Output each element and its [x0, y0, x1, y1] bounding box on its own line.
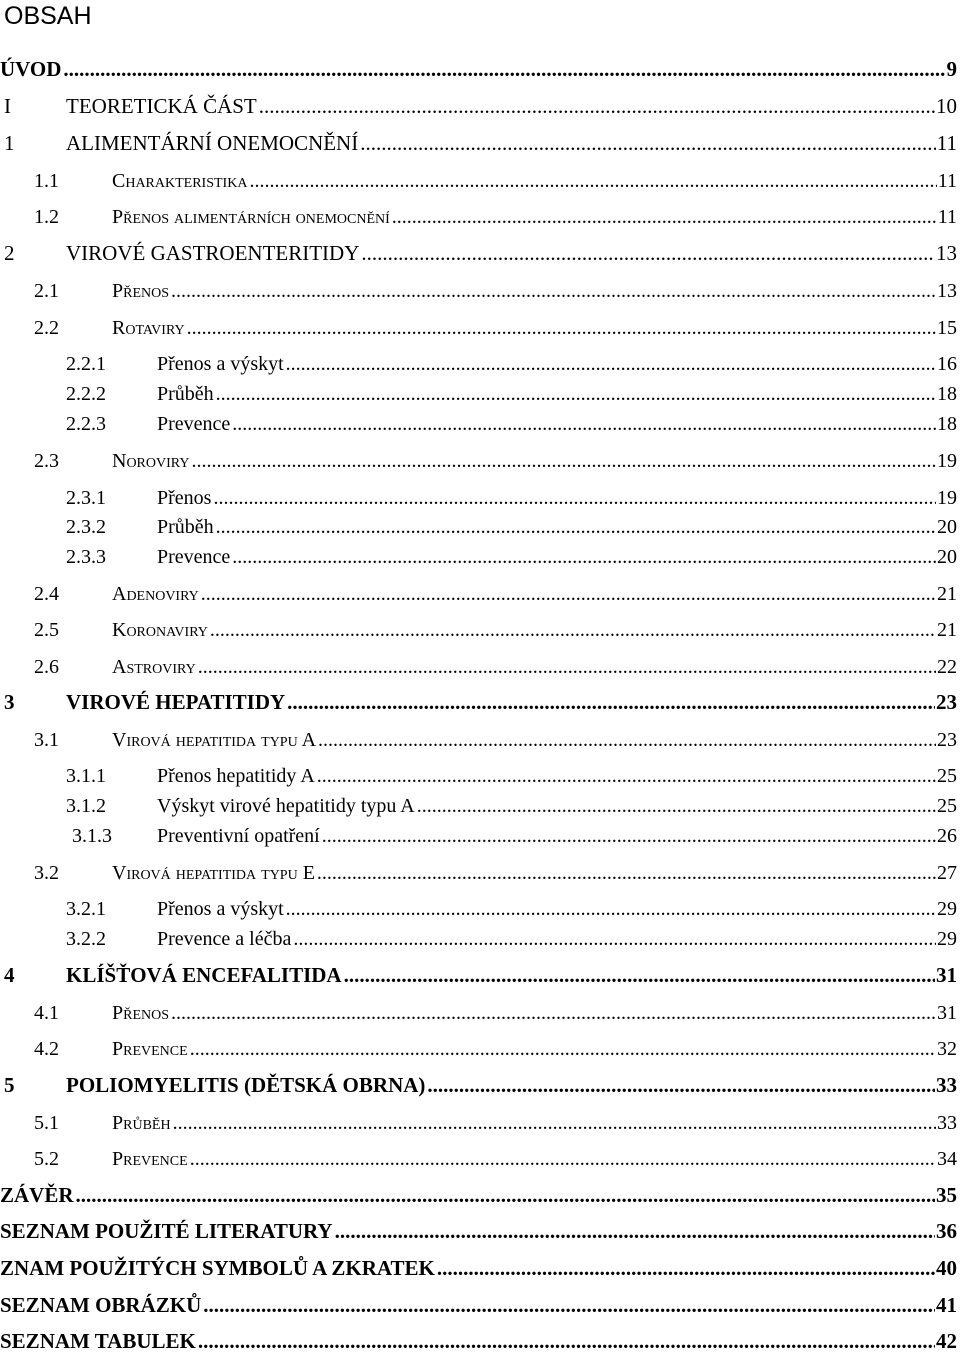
toc-entry-title: KLÍŠŤOVÁ ENCEFALITIDA	[66, 963, 342, 987]
toc-entry[interactable]	[0, 310, 957, 340]
toc-entry-page: 23	[936, 690, 957, 714]
toc-entry-number: 3	[4, 690, 15, 714]
toc-entry-number: 2.3.1	[66, 487, 106, 509]
toc-entry-title: ÚVOD	[0, 57, 62, 81]
toc-entry-number: 2.6	[34, 656, 59, 678]
toc-entry-number: 4	[4, 963, 15, 987]
toc-entry-number: 3.2.1	[66, 898, 106, 920]
toc-entry-title: Přenos	[112, 1002, 170, 1024]
toc-dot-leader	[322, 824, 936, 848]
toc-entry-title: Přenos	[112, 280, 170, 302]
toc-entry-page: 31	[937, 1002, 957, 1024]
toc-entry-page: 11	[937, 170, 957, 192]
toc-entry[interactable]	[0, 788, 957, 818]
toc-entry-title: Výskyt virové hepatitidy typu A	[157, 795, 415, 817]
toc-entry-page: 21	[937, 583, 957, 605]
toc-entry[interactable]	[0, 273, 957, 303]
toc-dot-leader	[232, 545, 936, 569]
toc-entry[interactable]	[0, 818, 957, 848]
toc-entry-number: 3.2.2	[66, 928, 106, 950]
toc-dot-leader	[213, 486, 936, 510]
toc-dot-leader	[190, 1037, 936, 1061]
toc-dot-leader	[286, 897, 936, 921]
toc-entry-number: 1.1	[34, 170, 59, 192]
toc-entry-page: 32	[937, 1038, 957, 1060]
toc-entry-title: Rotaviry	[112, 317, 185, 339]
toc-dot-leader	[171, 279, 936, 303]
toc-entry-title: VIROVÉ HEPATITIDY	[66, 690, 286, 714]
toc-entry[interactable]	[0, 1068, 957, 1098]
toc-entry[interactable]	[0, 1214, 957, 1244]
toc-entry-title: VIROVÉ GASTROENTERITIDY	[66, 241, 360, 265]
toc-entry-page: 20	[937, 546, 957, 568]
toc-entry-page: 36	[936, 1219, 957, 1243]
toc-entry-number: 2.2.1	[66, 353, 106, 375]
toc-entry-page: 33	[937, 1112, 957, 1134]
toc-entry[interactable]	[0, 685, 957, 715]
toc-entry-title: Přenos hepatitidy A	[157, 765, 315, 787]
toc-entry-page: 18	[937, 383, 957, 405]
toc-entry-title: ZNAM POUŽITÝCH SYMBOLŮ A ZKRATEK	[0, 1256, 435, 1280]
toc-entry-number: 3.1	[34, 729, 59, 751]
toc-entry-number: 2	[4, 241, 15, 265]
toc-dot-leader	[249, 169, 936, 193]
toc-entry[interactable]	[0, 758, 957, 788]
toc-entry[interactable]	[0, 406, 957, 436]
toc-entry-page: 19	[937, 487, 957, 509]
toc-dot-leader	[190, 1147, 936, 1171]
toc-entry[interactable]	[0, 1288, 957, 1318]
toc-dot-leader	[287, 689, 935, 715]
toc-entry-number: 4.2	[34, 1038, 59, 1060]
toc-entry[interactable]	[0, 1178, 957, 1208]
page-title: OBSAH	[4, 2, 92, 30]
toc-entry-page: 16	[937, 353, 957, 375]
toc-entry-title: Průběh	[112, 1112, 171, 1134]
toc-dot-leader	[318, 728, 936, 752]
toc-entry-page: 29	[937, 898, 957, 920]
toc-entry[interactable]	[0, 995, 957, 1025]
toc-dot-leader	[76, 1182, 935, 1208]
toc-entry-title: Virová hepatitida typu E	[112, 862, 315, 884]
toc-entry[interactable]	[0, 199, 957, 229]
toc-entry[interactable]	[0, 89, 957, 119]
toc-entry[interactable]	[0, 480, 957, 510]
toc-entry-page: 10	[936, 94, 957, 118]
toc-dot-leader	[259, 93, 935, 119]
toc-dot-leader	[203, 1292, 935, 1318]
toc-entry-page: 31	[936, 963, 957, 987]
toc-dot-leader	[201, 582, 936, 606]
toc-entry-page: 35	[936, 1183, 957, 1207]
toc-entry-number: 1	[4, 131, 15, 155]
toc-entry-title: ALIMENTÁRNÍ ONEMOCNĚNÍ	[66, 131, 359, 155]
toc-entry-page: 9	[946, 57, 957, 81]
toc-entry-title: Prevence	[112, 1148, 188, 1170]
toc-entry-number: 2.3.3	[66, 546, 106, 568]
toc-entry-number: 2.1	[34, 280, 59, 302]
toc-dot-leader	[317, 764, 936, 788]
toc-dot-leader	[198, 1328, 935, 1354]
toc-dot-leader	[427, 1072, 935, 1098]
toc-entry-title: Přenos alimentárních onemocnění	[112, 206, 390, 228]
toc-entry-page: 25	[937, 795, 957, 817]
toc-entry-number: 3.1.2	[66, 795, 106, 817]
toc-entry[interactable]	[0, 612, 957, 642]
toc-dot-leader	[198, 655, 936, 679]
toc-dot-leader	[171, 1001, 936, 1025]
toc-entry[interactable]	[0, 163, 957, 193]
toc-entry[interactable]	[0, 1141, 957, 1171]
toc-entry-page: 23	[937, 729, 957, 751]
toc-entry-page: 40	[936, 1256, 957, 1280]
toc-dot-leader	[187, 316, 936, 340]
toc-entry-number: 2.3.2	[66, 516, 106, 538]
toc-entry[interactable]	[0, 891, 957, 921]
toc-entry-title: SEZNAM TABULEK	[0, 1329, 196, 1353]
toc-entry[interactable]	[0, 722, 957, 752]
toc-entry-page: 19	[937, 450, 957, 472]
toc-dot-leader	[210, 618, 936, 642]
toc-entry[interactable]	[0, 855, 957, 885]
toc-dot-leader	[360, 130, 936, 156]
toc-entry[interactable]	[0, 539, 957, 569]
toc-entry-page: 21	[937, 619, 957, 641]
toc-entry-title: POLIOMYELITIS (DĚTSKÁ OBRNA)	[66, 1073, 426, 1097]
toc-dot-leader	[335, 1218, 935, 1244]
toc-entry-page: 13	[936, 241, 957, 265]
toc-dot-leader	[392, 205, 937, 229]
toc-entry[interactable]	[0, 921, 957, 951]
toc-dot-leader	[417, 794, 936, 818]
toc-dot-leader	[191, 449, 936, 473]
toc-entry[interactable]	[0, 443, 957, 473]
toc-entry-page: 15	[937, 317, 957, 339]
toc-entry-title: SEZNAM POUŽITÉ LITERATURY	[0, 1219, 333, 1243]
toc-entry-title: TEORETICKÁ ČÁST	[66, 94, 257, 118]
toc-entry-number: 3.2	[34, 862, 59, 884]
toc-entry[interactable]	[0, 509, 957, 539]
toc-entry-page: 34	[937, 1148, 957, 1170]
toc-entry-page: 42	[936, 1329, 957, 1353]
toc-entry-number: 5.1	[34, 1112, 59, 1134]
toc-entry-title: Noroviry	[112, 450, 190, 472]
toc-entry-number: 1.2	[34, 206, 59, 228]
toc-entry[interactable]	[0, 576, 957, 606]
toc-entry-page: 18	[937, 413, 957, 435]
toc-entry-number: 3.1.3	[72, 825, 112, 847]
toc-dot-leader	[232, 412, 936, 436]
toc-entry-number: 2.5	[34, 619, 59, 641]
toc-entry-title: Astroviry	[112, 656, 196, 678]
toc-entry-title: Přenos a výskyt	[157, 353, 284, 375]
toc-entry-page: 33	[936, 1073, 957, 1097]
toc-entry-title: Průběh	[157, 516, 214, 538]
toc-dot-leader	[216, 515, 936, 539]
toc-dot-leader	[63, 56, 945, 82]
toc-entry-number: 2.2	[34, 317, 59, 339]
toc-entry-title: Prevence	[157, 413, 231, 435]
toc-entry-page: 11	[936, 131, 957, 155]
toc-entry-number: 4.1	[34, 1002, 59, 1024]
toc-entry[interactable]	[0, 649, 957, 679]
toc-entry-number: 2.3	[34, 450, 59, 472]
toc-entry[interactable]	[0, 958, 957, 988]
toc-entry[interactable]	[0, 1324, 957, 1354]
toc-entry[interactable]	[0, 1031, 957, 1061]
toc-entry-page: 29	[937, 928, 957, 950]
toc-dot-leader	[361, 240, 935, 266]
toc-entry-page: 11	[937, 206, 957, 228]
toc-entry[interactable]	[0, 52, 957, 82]
toc-entry[interactable]	[0, 1251, 957, 1281]
toc-entry-title: Virová hepatitida typu A	[112, 729, 317, 751]
toc-entry-page: 26	[937, 825, 957, 847]
toc-entry-title: Adenoviry	[112, 583, 199, 605]
toc-entry-page: 25	[937, 765, 957, 787]
toc-entry-number: 5.2	[34, 1148, 59, 1170]
toc-entry[interactable]	[0, 236, 957, 266]
toc-entry-number: 2.2.3	[66, 413, 106, 435]
toc-entry-title: SEZNAM OBRÁZKŮ	[0, 1293, 202, 1317]
toc-entry-page: 20	[937, 516, 957, 538]
toc-dot-leader	[286, 352, 936, 376]
toc-entry[interactable]	[0, 126, 957, 156]
toc-dot-leader	[344, 962, 935, 988]
toc-entry[interactable]	[0, 346, 957, 376]
toc-entry-page: 41	[936, 1293, 957, 1317]
toc-dot-leader	[216, 382, 936, 406]
toc-entry-number: 2.4	[34, 583, 59, 605]
toc-entry-number: I	[4, 94, 11, 118]
toc-entry-title: Koronaviry	[112, 619, 208, 641]
toc-entry-number: 3.1.1	[66, 765, 106, 787]
toc-dot-leader	[293, 927, 936, 951]
toc-entry-title: Přenos a výskyt	[157, 898, 284, 920]
toc-entry-title: Průběh	[157, 383, 214, 405]
toc-dot-leader	[317, 861, 936, 885]
toc-entry-page: 27	[937, 862, 957, 884]
toc-entry-title: Charakteristika	[112, 170, 248, 192]
toc-entry-title: Přenos	[157, 487, 212, 509]
toc-entry[interactable]	[0, 1105, 957, 1135]
toc-entry-page: 13	[937, 280, 957, 302]
toc-entry-number: 2.2.2	[66, 383, 106, 405]
toc-dot-leader	[173, 1111, 936, 1135]
toc-entry-title: Prevence a léčba	[157, 928, 292, 950]
toc-entry-title: Prevence	[112, 1038, 188, 1060]
toc-dot-leader	[437, 1255, 935, 1281]
toc-entry-number: 5	[4, 1073, 15, 1097]
toc-entry-title: ZÁVĚR	[0, 1183, 74, 1207]
toc-entry[interactable]	[0, 376, 957, 406]
toc-entry-title: Preventivní opatření	[157, 825, 320, 847]
toc-entry-title: Prevence	[157, 546, 231, 568]
toc-entry-page: 22	[937, 656, 957, 678]
